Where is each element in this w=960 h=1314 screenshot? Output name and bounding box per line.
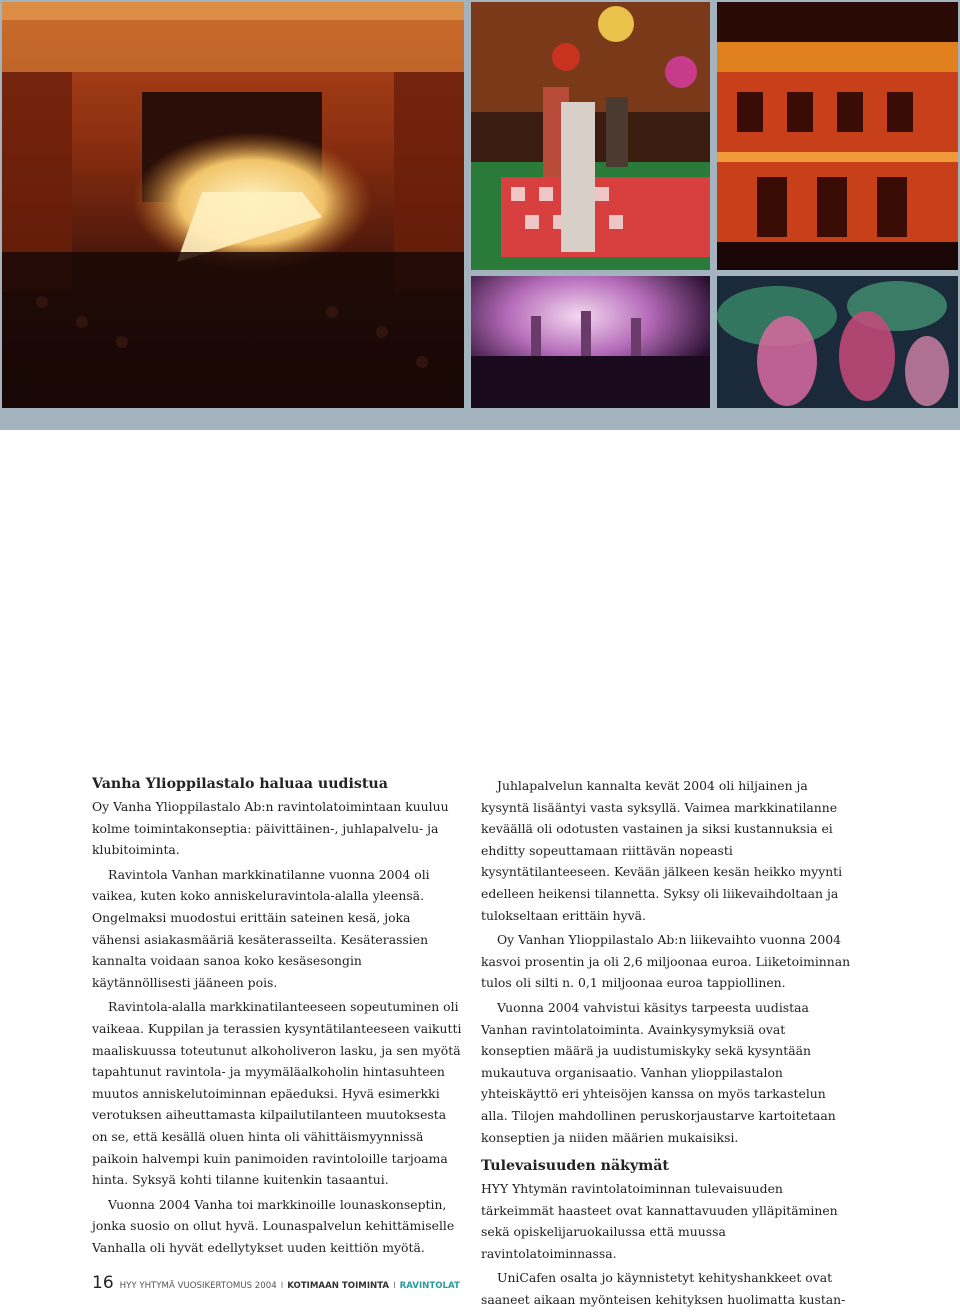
subsection-title: RAVINTOLAT (399, 1281, 460, 1291)
footer-separator: I (280, 1281, 284, 1291)
left-column (92, 774, 462, 1261)
paragraph: Juhlapalvelun kannalta kevät 2004 oli hiljainen ja kysyntä lisääntyi vasta syksyllä. Vaimea markkinatilanne keväällä oli odotusten vastainen ja siksi kustannuksia ei ehditty sopeuttamaan riittävän nopeasti kysyntätilanteeseen. Kevään jälkeen kesän heikko myynti edelleen heikensi tilannetta. Syksy oli liikevaihdoltaan ja tulokseltaan erittäin hyvä. (481, 778, 843, 923)
section-heading: Vanha Ylioppilastalo haluaa uudistua (92, 776, 388, 792)
page-number: 16 (92, 1273, 114, 1293)
buffet-party-photo (471, 2, 710, 270)
publication-title: HYY YHTYMÄ VUOSIKERTOMUS 2004 (119, 1281, 277, 1291)
paragraph: Vuonna 2004 Vanha toi markkinoille lounaskonseptin, jonka suosio on ollut hyvä. Lounaspalvelun kehittämiselle Vanhalla oli hyvät edellytykset uuden keittiön myötä. (92, 1196, 455, 1255)
paragraph: Ravintola Vanhan markkinatilanne vuonna 2004 oli vaikea, kuten koko anniskeluravintola-alalla yleensä. Ongelmaksi muodostui erittäin sateinen kesä, joka vähensi asiakasmääriä kesäterasseilta. Kesäterassien kannalta voidaan sanoa koko kesäsesongin käytännöllisesti jääneen pois. (92, 866, 430, 990)
footer-separator: I (393, 1281, 396, 1291)
paragraph: Oy Vanhan Ylioppilastalo Ab:n liikevaihto vuonna 2004 kasvoi prosentin ja oli 2,6 miljoonaa euroa. Liiketoiminnan tulos oli silti n. 0,1 miljoonaa euroa tappiollinen. (481, 932, 851, 991)
right-column (481, 775, 851, 1314)
illuminated-building-facade-photo (717, 2, 958, 270)
section-heading: Tulevaisuuden näkymät (481, 1158, 669, 1175)
paragraph: Oy Vanha Ylioppilastalo Ab:n ravintolatoimintaan kuuluu kolme toimintakonseptia: päivittäinen-, juhlapalvelu- ja klubitoiminta. (92, 799, 449, 858)
dancers-photo (717, 276, 958, 408)
section-title: KOTIMAAN TOIMINTA (287, 1281, 390, 1291)
photo-collage (0, 0, 960, 430)
paragraph: HYY Yhtymän ravintolatoiminnan tulevaisuuden tärkeimmät haasteet ovat kannattavuuden ylläpitäminen sekä opiskelijaruokailussa että muussa ravintolatoiminnassa. (481, 1181, 838, 1261)
paragraph: Ravintola-alalla markkinatilanteeseen sopeutuminen oli vaikeaa. Kuppilan ja terassien kysyntätilanteeseen vaikutti maaliskuussa toteutunut alkoholiveron lasku, ja sen myötä tapahtunut ravintola- ja myymäläalkoholin hintasuhteen muutos anniskelutoiminnan epäeduksi. Hyvä esimerkki verotuksen aiheuttamasta kilpailutilanteen muutoksesta on se, että kesällä oluen hinta oli vähittäismyynnissä paikoin halvempi kuin panimoiden ravintoloille tarjoama hinta. Syksyä kohti tilanne kuitenkin tasaantui. (92, 999, 462, 1188)
paragraph: UniCafen osalta jo käynnistetyt kehityshankkeet ovat saaneet aikaan myönteisen kehityksen huolimatta kustan- (481, 1270, 846, 1308)
paragraph: Vuonna 2004 vahvistui käsitys tarpeesta uudistaa Vanhan ravintolatoiminta. Avainkysymyksiä ovat konseptien määrä ja uudistumiskyky sekä kysyntään mukautuva organisaatio. Vanhan ylioppilastalon yhteiskäyttö eri yhteisöjen kanssa on myös tarkastelun alla. Tilojen mahdollinen peruskorjaustarve kartoitetaan konseptien ja niiden määrien mukaisiksi. (481, 999, 836, 1145)
stage-concert-photo (471, 276, 710, 408)
concert-hall-fashion-show-photo (2, 2, 464, 408)
